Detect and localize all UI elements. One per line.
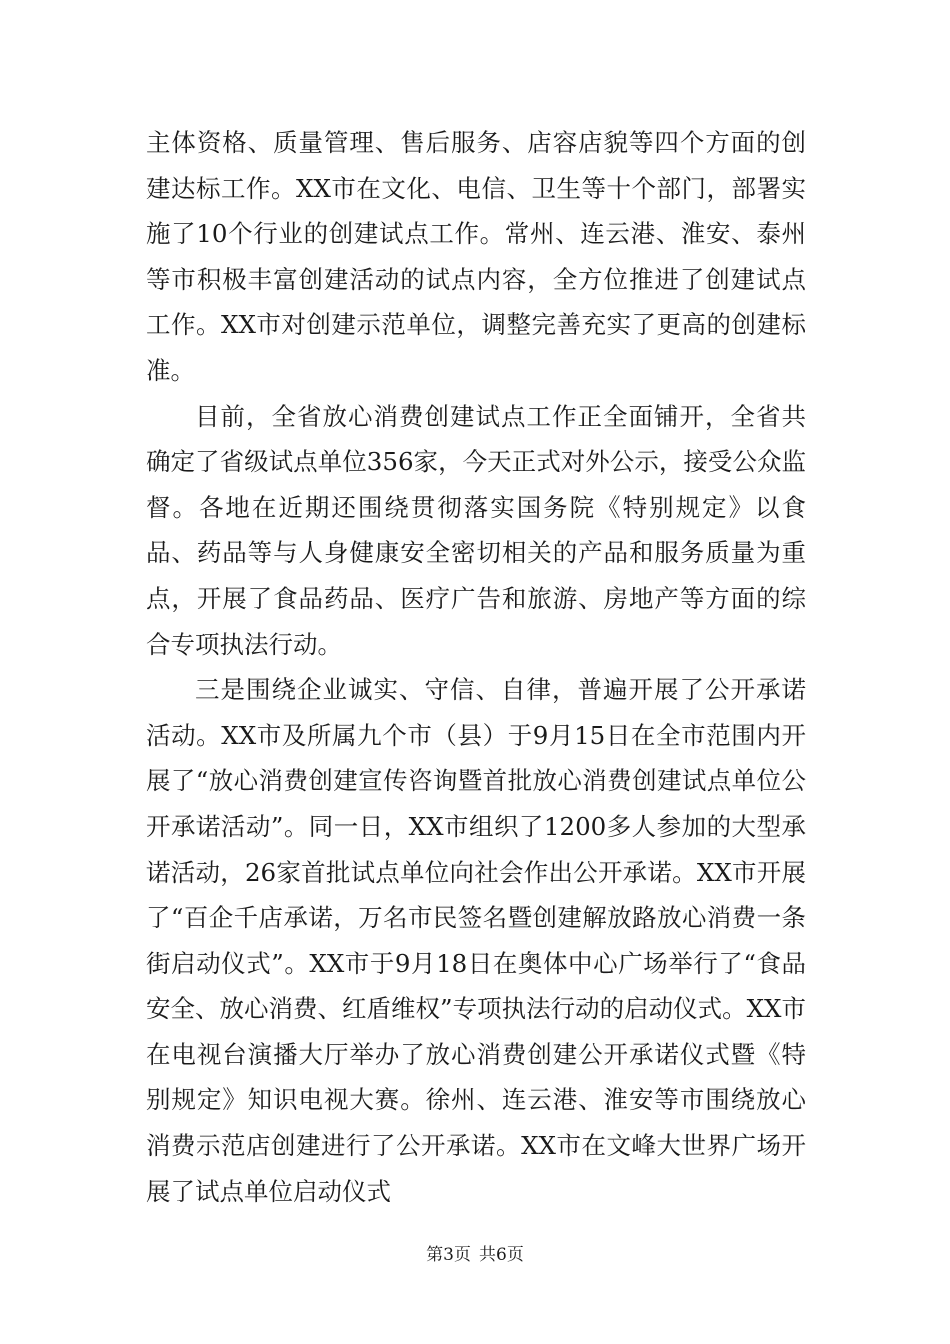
paragraph-3: 三是围绕企业诚实、守信、自律，普遍开展了公开承诺活动。XX市及所属九个市（县）于9月15日在全市范围内开展了“放心消费创建宣传咨询暨首批放心消费创建试点单位公开承诺活动”。同一日，XX市组织了1200多人参加的大型承诺活动，26家首批试点单位向社会作出公开承诺。XX市开展了“百企千店承诺，万名市民签名暨创建解放路放心消费一条街启动仪式”。XX市于9月18日在奥体中心广场举行了“食品安全、放心消费、红盾维权”专项执法行动的启动仪式。XX市在电视台演播大厅举办了放心消费创建公开承诺仪式暨《特别规定》知识电视大赛。徐州、连云港、淮安等市围绕放心消费示范店创建进行了公开承诺。XX市在文峰大世界广场开展了试点单位启动仪式 <box>146 675 806 1206</box>
paragraph-1: 主体资格、质量管理、售后服务、店容店貌等四个方面的创建达标工作。XX市在文化、电信、卫生等十个部门，部署实施了10个行业的创建试点工作。常州、连云港、淮安、泰州等市积极丰富创建活动的试点内容，全方位推进了创建试点工作。XX市对创建示范单位，调整完善充实了更高的创建标准。 <box>146 128 806 385</box>
page-footer <box>0 1240 950 1265</box>
paragraph-2: 目前，全省放心消费创建试点工作正全面铺开，全省共确定了省级试点单位356家，今天正式对外公示，接受公众监督。各地在近期还围绕贯彻落实国务院《特别规定》以食品、药品等与人身健康安全密切相关的产品和服务质量为重点，开展了食品药品、医疗广告和旅游、房地产等方面的综合专项执法行动。 <box>146 401 806 659</box>
page-number: 第3页 <box>426 1245 471 1265</box>
document-body <box>146 120 806 1214</box>
page-total: 共6页 <box>479 1245 524 1265</box>
